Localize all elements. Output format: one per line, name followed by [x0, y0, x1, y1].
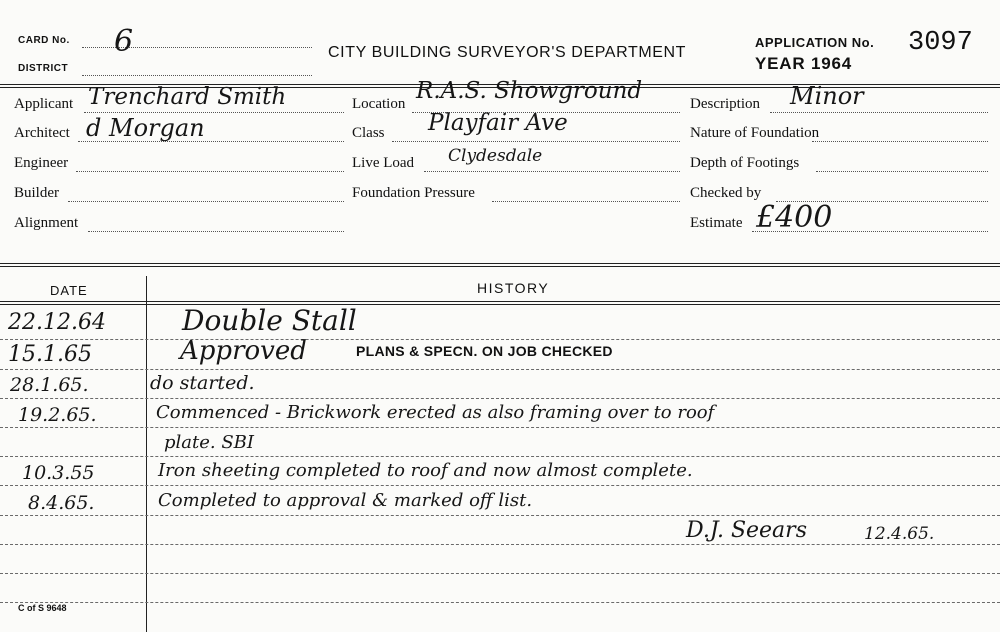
header-bottom-rule-2	[0, 304, 1000, 305]
architect-label: Architect	[14, 125, 70, 141]
estimate-label: Estimate	[690, 215, 743, 231]
live-load-line	[424, 171, 680, 172]
description-label: Description	[690, 96, 760, 112]
entry-date: 19.2.65.	[18, 404, 97, 426]
history-line-7	[0, 515, 1000, 516]
history-line-1	[0, 339, 1000, 340]
entry-text: Double Stall	[182, 304, 357, 337]
alignment-line	[88, 231, 344, 232]
date-column-header: DATE	[50, 283, 88, 298]
entry-date: 28.1.65.	[10, 374, 89, 396]
signature: D.J. Seears	[686, 518, 807, 543]
table-rule-2	[0, 266, 1000, 267]
engineer-line	[76, 171, 344, 172]
table-rule-1	[0, 263, 1000, 264]
architect-value: d Morgan	[86, 114, 205, 142]
entry-text: Approved	[180, 336, 307, 366]
application-label: APPLICATION No.	[755, 35, 875, 50]
history-line-8	[0, 544, 1000, 545]
entry-text: Iron sheeting completed to roof and now almost complete.	[158, 460, 693, 481]
entry-text: Completed to approval & marked off list.	[158, 490, 533, 511]
depth-of-footings-label: Depth of Footings	[690, 155, 800, 171]
date-column-divider	[146, 276, 147, 632]
form-code: C of S 9648	[18, 603, 67, 613]
applicant-value: Trenchard Smith	[88, 84, 287, 110]
builder-label: Builder	[14, 185, 59, 201]
entry-text: do started.	[150, 372, 255, 394]
entry-date: 22.12.64	[8, 310, 106, 335]
class-line	[392, 141, 680, 142]
estimate-value: £400	[756, 200, 833, 235]
history-line-6	[0, 485, 1000, 486]
entry-text: plate. SBI	[164, 432, 255, 453]
header-bottom-rule-1	[0, 301, 1000, 302]
class-value: Playfair Ave	[428, 110, 568, 136]
applicant-label: Applicant	[14, 96, 74, 112]
plans-checked-stamp: PLANS & SPECN. ON JOB CHECKED	[356, 343, 613, 359]
history-line-4	[0, 427, 1000, 428]
entry-text: Commenced - Brickwork erected as also framing over to roof	[156, 402, 715, 423]
application-number: 3097	[908, 28, 973, 58]
entry-date: 15.1.65	[8, 342, 92, 367]
nature-of-foundation-line	[812, 141, 988, 142]
depth-of-footings-line	[816, 171, 988, 172]
foundation-pressure-label: Foundation Pressure	[352, 185, 475, 201]
signature-date: 12.4.65.	[864, 524, 935, 544]
location-value: R.A.S. Showground	[416, 78, 643, 104]
checked-by-label: Checked by	[690, 185, 762, 201]
description-value: Minor	[790, 82, 864, 110]
district-line	[82, 75, 312, 76]
district-label: DISTRICT	[18, 63, 69, 74]
entry-date: 8.4.65.	[28, 492, 95, 514]
description-line	[770, 112, 988, 113]
history-line-3	[0, 398, 1000, 399]
entry-date: 10.3.55	[22, 462, 95, 484]
history-line-2	[0, 369, 1000, 370]
live-load-value: Clydesdale	[448, 146, 543, 166]
card-no-value: 6	[114, 24, 134, 59]
history-line-10	[0, 602, 1000, 603]
alignment-label: Alignment	[14, 215, 79, 231]
applicant-line	[84, 112, 344, 113]
department-title: CITY BUILDING SURVEYOR'S DEPARTMENT	[328, 44, 687, 61]
history-line-5	[0, 456, 1000, 457]
location-label: Location	[352, 96, 406, 112]
history-column-header: HISTORY	[477, 280, 550, 296]
live-load-label: Live Load	[352, 155, 415, 171]
builder-line	[68, 201, 344, 202]
year-label: YEAR 1964	[755, 54, 852, 73]
class-label: Class	[352, 125, 385, 141]
engineer-label: Engineer	[14, 155, 69, 171]
foundation-pressure-line	[492, 201, 680, 202]
card-no-label: CARD No.	[18, 35, 70, 46]
nature-of-foundation-label: Nature of Foundation	[690, 125, 820, 141]
history-line-9	[0, 573, 1000, 574]
